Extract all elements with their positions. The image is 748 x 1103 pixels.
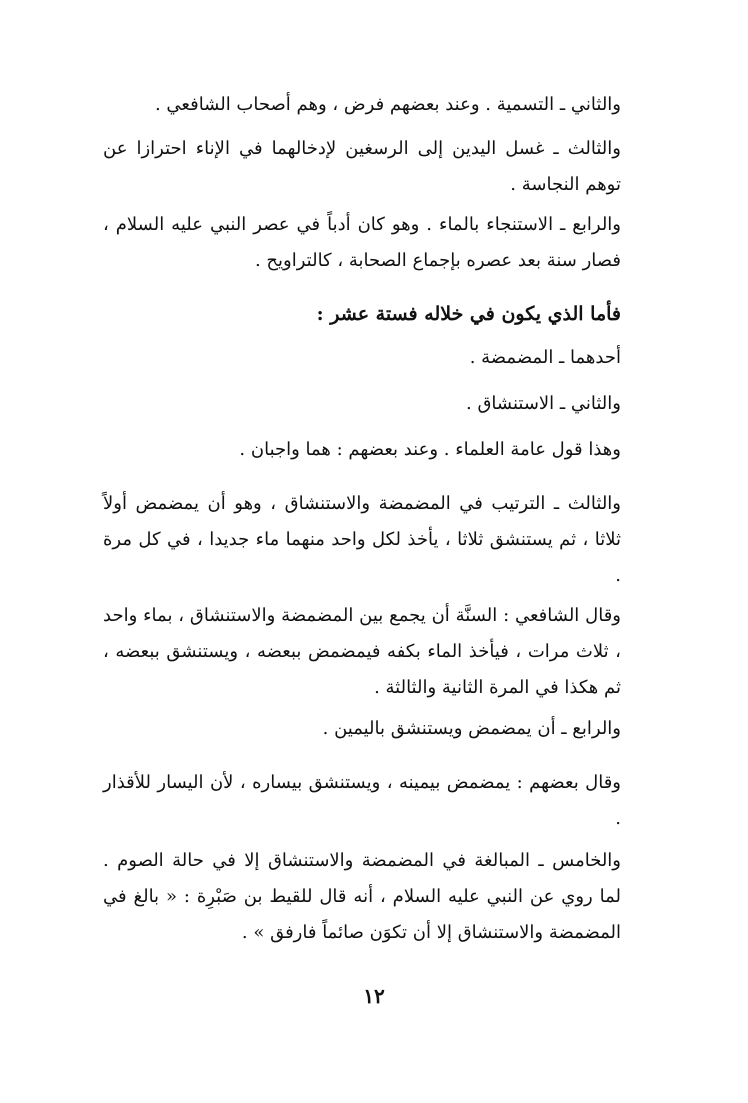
paragraph-8: وقال الشافعي : السنَّة أن يجمع بين المضمضة والاستنشاق ، بماء واحد ، ثلاث مرات ، فيأخذ الماء بكفه فيمضمض ببعضه ، ويستنشق ببعضه ، ثم هكذا في المرة الثانية والثالثة . xyxy=(103,605,621,698)
paragraph-6: وهذا قول عامة العلماء . وعند بعضهم : هما واجبان . xyxy=(239,439,621,460)
paragraph-1: والثاني ـ التسمية . وعند بعضهم فرض ، وهم أصحاب الشافعي . xyxy=(154,94,621,115)
section-heading: فأما الذي يكون في خلاله فستة عشر : xyxy=(316,303,621,325)
paragraph-4: أحدهما ـ المضمضة . xyxy=(469,347,621,368)
paragraph-10: وقال بعضهم : يمضمض بيمينه ، ويستنشق بيساره ، لأن اليسار للأقذار . xyxy=(103,772,621,829)
paragraph-5: والثاني ـ الاستنشاق . xyxy=(466,393,621,414)
paragraph-7: والثالث ـ الترتيب في المضمضة والاستنشاق ، وهو أن يمضمض أولاً ثلاثا ، ثم يستنشق ثلاثا ، يأخذ لكل واحد منهما ماء جديدا ، في كل مرة . xyxy=(103,493,621,586)
paragraph-3: والرابع ـ الاستنجاء بالماء . وهو كان أدباً في عصر النبي عليه السلام ، فصار سنة بعد عصره بإجماع الصحابة ، كالتراويح . xyxy=(103,214,621,271)
paragraph-2: والثالث ـ غسل اليدين إلى الرسغين لإدخالهما في الإناء احترازا عن توهم النجاسة . xyxy=(103,138,621,195)
paragraph-9: والرابع ـ أن يمضمض ويستنشق باليمين . xyxy=(322,718,621,739)
page-number: ١٢ xyxy=(363,984,385,1008)
paragraph-11: والخامس ـ المبالغة في المضمضة والاستنشاق إلا في حالة الصوم . لما روي عن النبي عليه السلام ، أنه قال للقيط بن صَبْرِة : « بالغ في المضمضة والاستنشاق إلا أن تكوَن صائماً فارفق » . xyxy=(103,850,621,943)
